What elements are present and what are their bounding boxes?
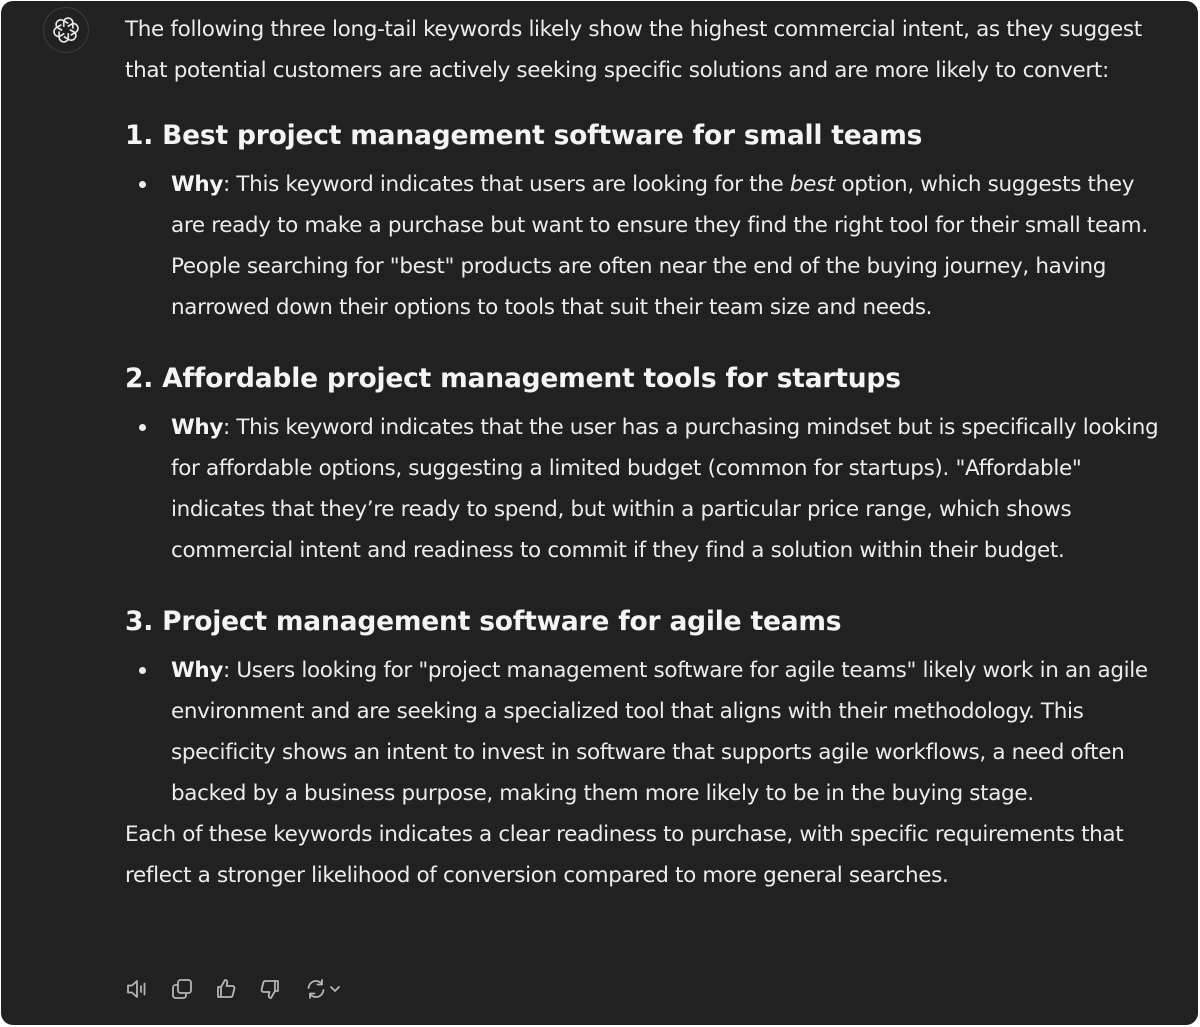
why-separator: : (223, 172, 237, 197)
why-label: Why (171, 415, 223, 440)
speaker-icon (125, 977, 151, 1001)
section-list-1 (125, 164, 1165, 328)
why-text: Users looking for "project management software for agile teams" likely work in an agile environment and are seeking a specialized tool that aligns with their methodology. This specificity shows an intent to invest in software that supports agile workflows, a need often backed by a business purpose, making them more likely to be in the buying stage. (171, 658, 1148, 806)
list-item (125, 650, 1165, 814)
bad-response-button[interactable] (257, 975, 283, 1003)
list-item (125, 407, 1165, 571)
read-aloud-button[interactable] (125, 975, 151, 1003)
why-text-start: This keyword indicates that users are looking for the (236, 172, 790, 197)
bullet-icon (139, 667, 146, 674)
section-heading-2: 2. Affordable project management tools for startups (125, 363, 901, 394)
openai-logo-icon (52, 16, 80, 44)
section-list-3 (125, 650, 1165, 814)
chevron-down-icon (328, 982, 342, 996)
regenerate-button[interactable] (301, 975, 345, 1003)
message-action-bar (125, 975, 345, 1003)
copy-icon (170, 977, 194, 1001)
why-text: This keyword indicates that the user has a purchasing mindset but is specifically looking for affordable options, suggesting a limited budget (common for startups). "Affordable" indicates that they’re ready to spend, but within a particular price range, which shows commercial intent and readiness to commit if they find a solution within their budget. (171, 415, 1159, 563)
list-item (125, 164, 1165, 328)
thumbs-down-icon (258, 977, 282, 1001)
good-response-button[interactable] (213, 975, 239, 1003)
why-label: Why (171, 658, 223, 683)
thumbs-up-icon (214, 977, 238, 1001)
section-list-2 (125, 407, 1165, 571)
message-content (125, 9, 1165, 896)
section-heading-3: 3. Project management software for agile teams (125, 606, 842, 637)
assistant-avatar (43, 7, 89, 53)
regenerate-icon (304, 977, 328, 1001)
why-label: Why (171, 172, 223, 197)
closing-paragraph: Each of these keywords indicates a clear readiness to purchase, with specific requirements that reflect a stronger likelihood of conversion compared to more general searches. (125, 822, 1124, 888)
intro-paragraph: The following three long-tail keywords likely show the highest commercial intent, as they suggest that potential customers are actively seeking specific solutions and are more likely to convert: (125, 17, 1142, 83)
copy-button[interactable] (169, 975, 195, 1003)
why-separator: : (223, 415, 237, 440)
bullet-icon (139, 424, 146, 431)
section-heading-1: 1. Best project management software for small teams (125, 120, 923, 151)
assistant-message-panel (1, 1, 1198, 1025)
why-separator: : (223, 658, 237, 683)
why-text-end: option, which suggests they are ready to make a purchase but want to ensure they find the right tool for their small team. People searching for "best" products are often near the end of the buying journey, having narrowed down their options to tools that suit their team size and needs. (171, 172, 1148, 320)
emphasis-text: best (789, 172, 835, 197)
bullet-icon (139, 181, 146, 188)
